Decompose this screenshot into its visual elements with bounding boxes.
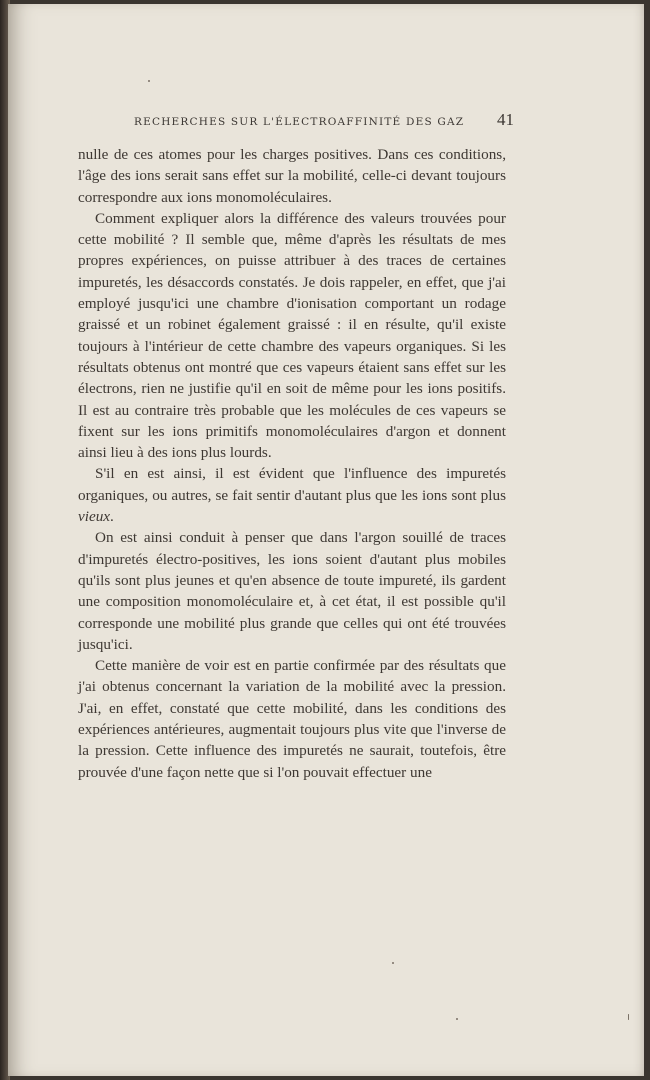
paragraph-text: On est ainsi conduit à penser que dans l'argon souillé de traces d'impuretés électro-positives, les ions soient d'autant plus mobiles qu'ils sont plus jeunes et qu'en absence de toute impureté, ils gardent une composition monomoléculaire et, à cet état, il est possible qu'il corresponde une mobilité plus grande que celles qui ont été trouvées jusqu'ici. [78, 529, 506, 653]
paragraph-text: S'il en est ainsi, il est évident que l'influence des impuretés organiques, ou autres, se fait sentir d'autant plus que les ions sont plus [78, 465, 506, 504]
paper-speck [456, 1018, 458, 1020]
page-number: 41 [497, 110, 514, 129]
paragraph-text-end: . [110, 508, 114, 526]
page-header [134, 110, 514, 134]
body-text [78, 144, 506, 783]
paragraph [78, 463, 506, 527]
paragraph-text: Cette manière de voir est en partie confirmée par des résultats que j'ai obtenus concernant la variation de la mobilité avec la pression. J'ai, en effet, constaté que cette mobilité, dans les conditions des expériences antérieures, augmentait toujours plus vite que l'inverse de la pression. Cette influence des impuretés ne saurait, toutefois, être prouvée d'une façon nette que si l'on pouvait effectuer une [78, 657, 506, 781]
paragraph [78, 208, 506, 464]
emphasized-word: vieux [78, 508, 111, 526]
paragraph [78, 655, 506, 783]
paper-speck [148, 80, 150, 82]
paragraph-text: nulle de ces atomes pour les charges positives. Dans ces conditions, l'âge des ions serait sans effet sur la mobilité, celle-ci devant toujours correspondre aux ions monomoléculaires. [78, 146, 506, 206]
paragraph-text: Comment expliquer alors la différence des valeurs trouvées pour cette mobilité ? Il semble que, même d'après les résultats de mes propres expériences, on puisse attribuer à des traces de certaines impuretés, les désaccords constatés. Je dois rappeler, en effet, que j'ai employé jusqu'ici une chambre d'ionisation comportant un rodage graissé et un robinet également graissé : il en résulte, qu'il existe toujours à l'intérieur de cette chambre des vapeurs organiques. Si les résultats obtenus ont montré que ces vapeurs étaient sans effet sur les électrons, rien ne justifie qu'il en soit de même pour les ions positifs. Il est au contraire très probable que les molécules de ces vapeurs se fixent sur les ions primitifs monomoléculaires d'argon et donnent ainsi lieu à des ions plus lourds. [78, 209, 506, 462]
paragraph [78, 144, 506, 208]
paper-speck [392, 962, 394, 964]
running-title: RECHERCHES SUR L'ÉLECTROAFFINITÉ DES GAZ [134, 116, 465, 128]
paper-speck [628, 1014, 629, 1020]
paragraph [78, 527, 506, 655]
